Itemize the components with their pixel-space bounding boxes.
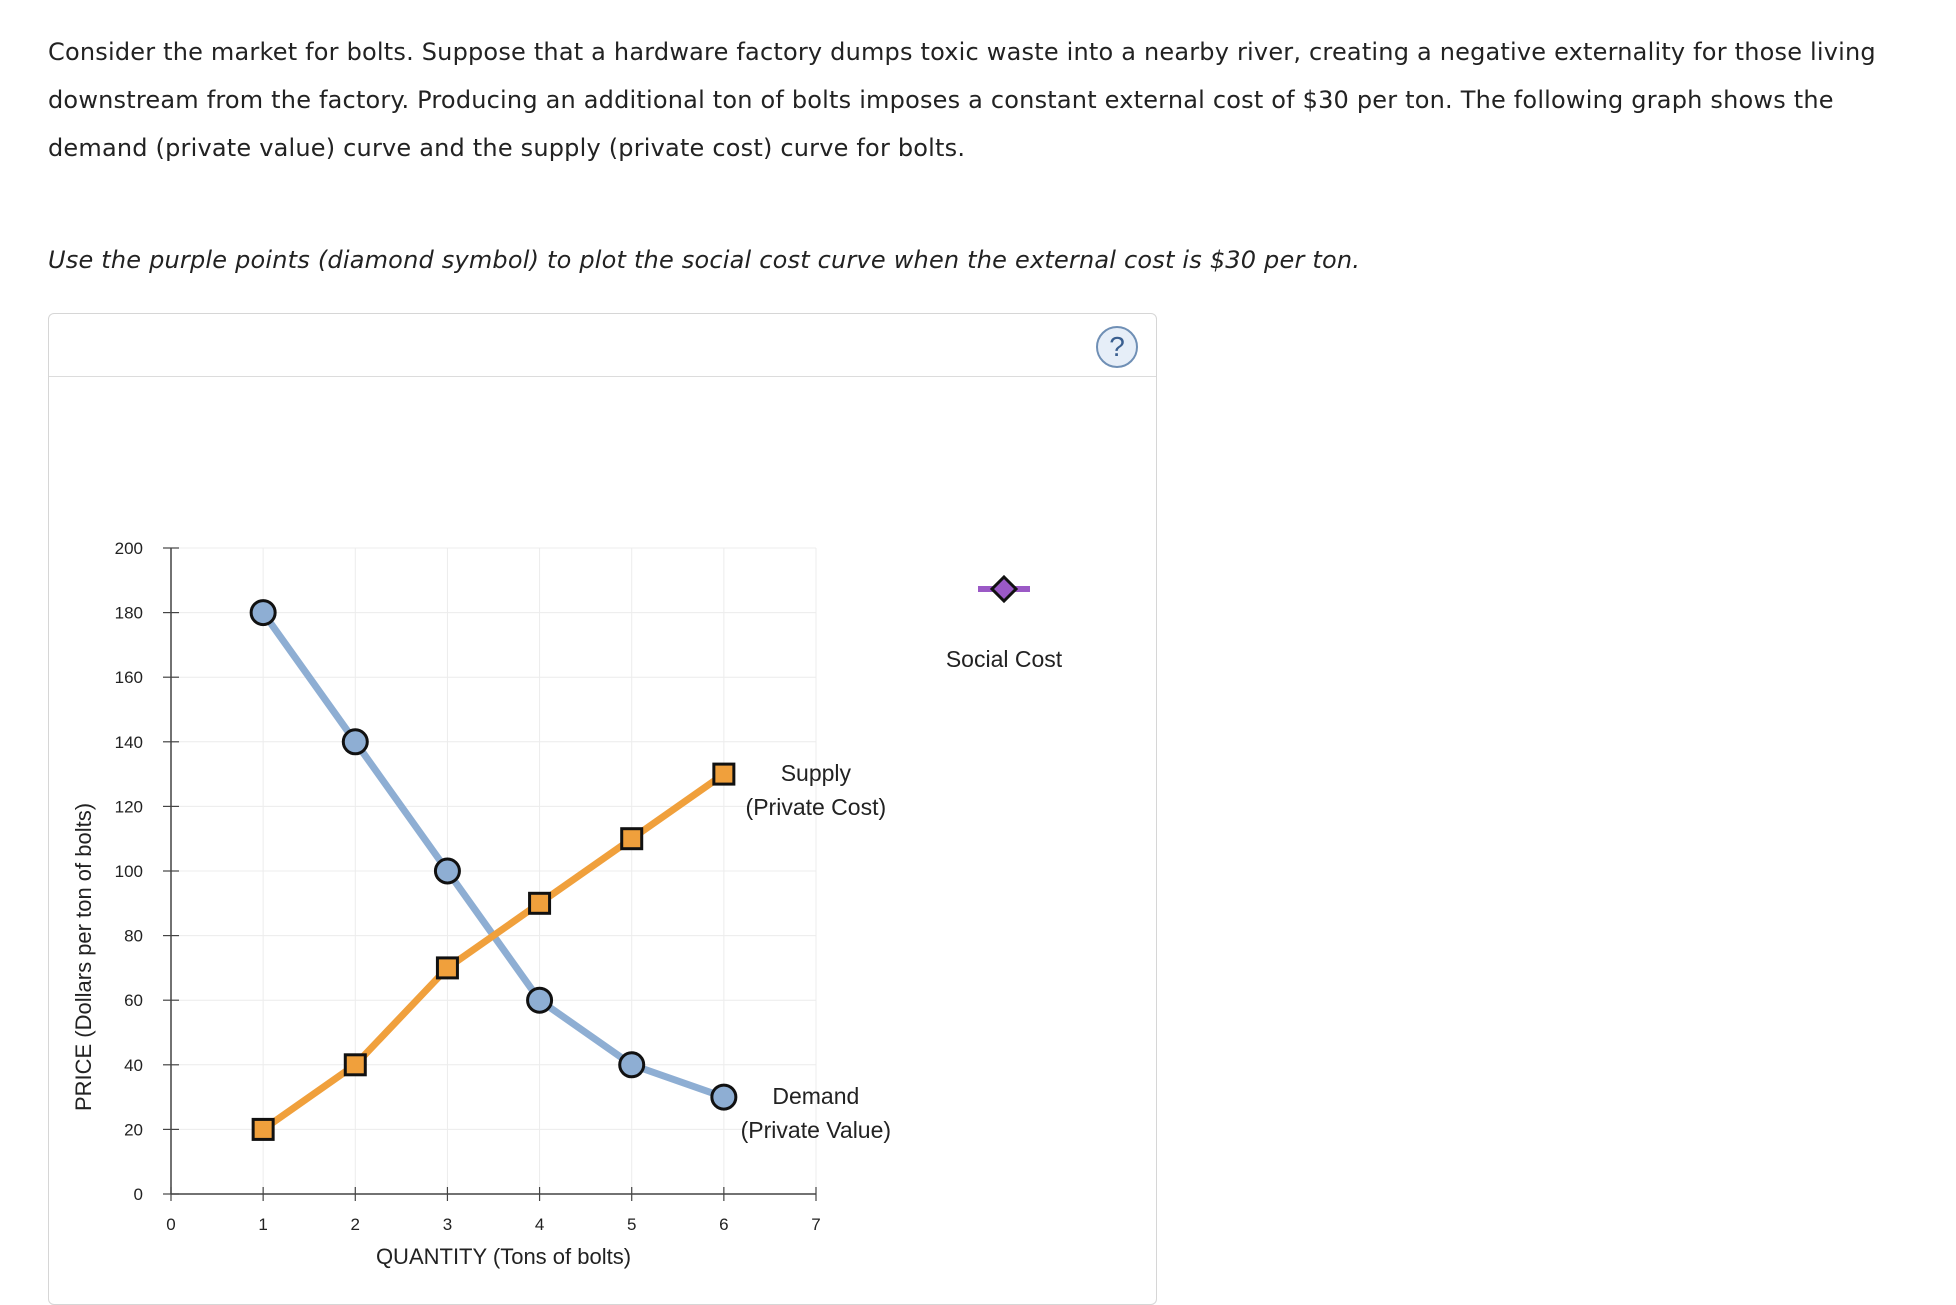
demand-point[interactable] [528,988,552,1012]
instruction-text: Use the purple points (diamond symbol) to plot the social cost curve when the external cost is $30 per ton. [48,246,1361,274]
supply-label: Supply [780,760,852,787]
question-line-2: downstream from the factory. Producing an additional ton of bolts imposes a constant external cost of $30 per ton. The following graph shows the [48,86,1834,114]
x-axis-label: QUANTITY (Tons of bolts) [375,1244,632,1269]
x-tick-label: 4 [534,1215,545,1234]
series [251,601,736,1140]
supply-point[interactable] [714,764,734,784]
axes [71,539,821,1269]
y-tick-label: 200 [114,539,143,558]
y-tick-label: 60 [124,991,143,1011]
x-tick-label: 2 [350,1215,361,1234]
demand-point[interactable] [435,859,459,883]
supply-label-sub: (Private Cost) [745,794,887,821]
help-icon: ? [1109,331,1125,362]
x-tick-label: 3 [442,1215,453,1234]
graph-panel [48,313,1157,1305]
y-tick-label: 20 [124,1120,143,1140]
demand-point[interactable] [712,1085,736,1109]
demand-point[interactable] [343,730,367,754]
supply-point[interactable] [437,958,457,978]
y-tick-label: 160 [114,668,143,688]
y-tick-label: 40 [124,1055,143,1075]
demand-point[interactable] [620,1053,644,1077]
supply-point[interactable] [530,893,550,913]
x-tick-label: 5 [626,1215,637,1234]
demand-label: Demand [772,1083,860,1110]
question-line-1: Consider the market for bolts. Suppose that a hardware factory dumps toxic waste into a nearby river, creating a negative externality for those living [48,38,1876,66]
supply-point[interactable] [622,829,642,849]
y-tick-label: 140 [114,732,143,752]
question-line-3: demand (private value) curve and the supply (private cost) curve for bolts. [48,134,966,162]
x-tick-label: 7 [811,1215,821,1234]
y-tick-label: 120 [114,797,143,817]
y-tick-label: 0 [133,1185,143,1204]
graph-canvas[interactable] [49,378,1153,1303]
y-tick-label: 180 [114,603,143,623]
social-cost-diamond-icon[interactable] [992,577,1016,601]
y-axis-label: PRICE (Dollars per ton of bolts) [71,802,96,1112]
x-tick-label: 1 [258,1215,268,1234]
x-tick-label: 6 [719,1215,729,1234]
question-text [48,28,1908,172]
supply-point[interactable] [345,1055,365,1075]
y-tick-label: 100 [114,862,143,881]
x-tick-label: 0 [166,1215,176,1234]
y-tick-label: 80 [124,926,143,946]
social-cost-tool-label: Social Cost [945,646,1063,672]
help-button[interactable] [1096,326,1138,368]
demand-label-sub: (Private Value) [740,1117,892,1144]
supply-point[interactable] [253,1119,273,1139]
demand-point[interactable] [251,601,275,625]
panel-header [49,314,1156,377]
demand-curve [263,613,724,1098]
tool-palette[interactable] [946,577,1063,672]
